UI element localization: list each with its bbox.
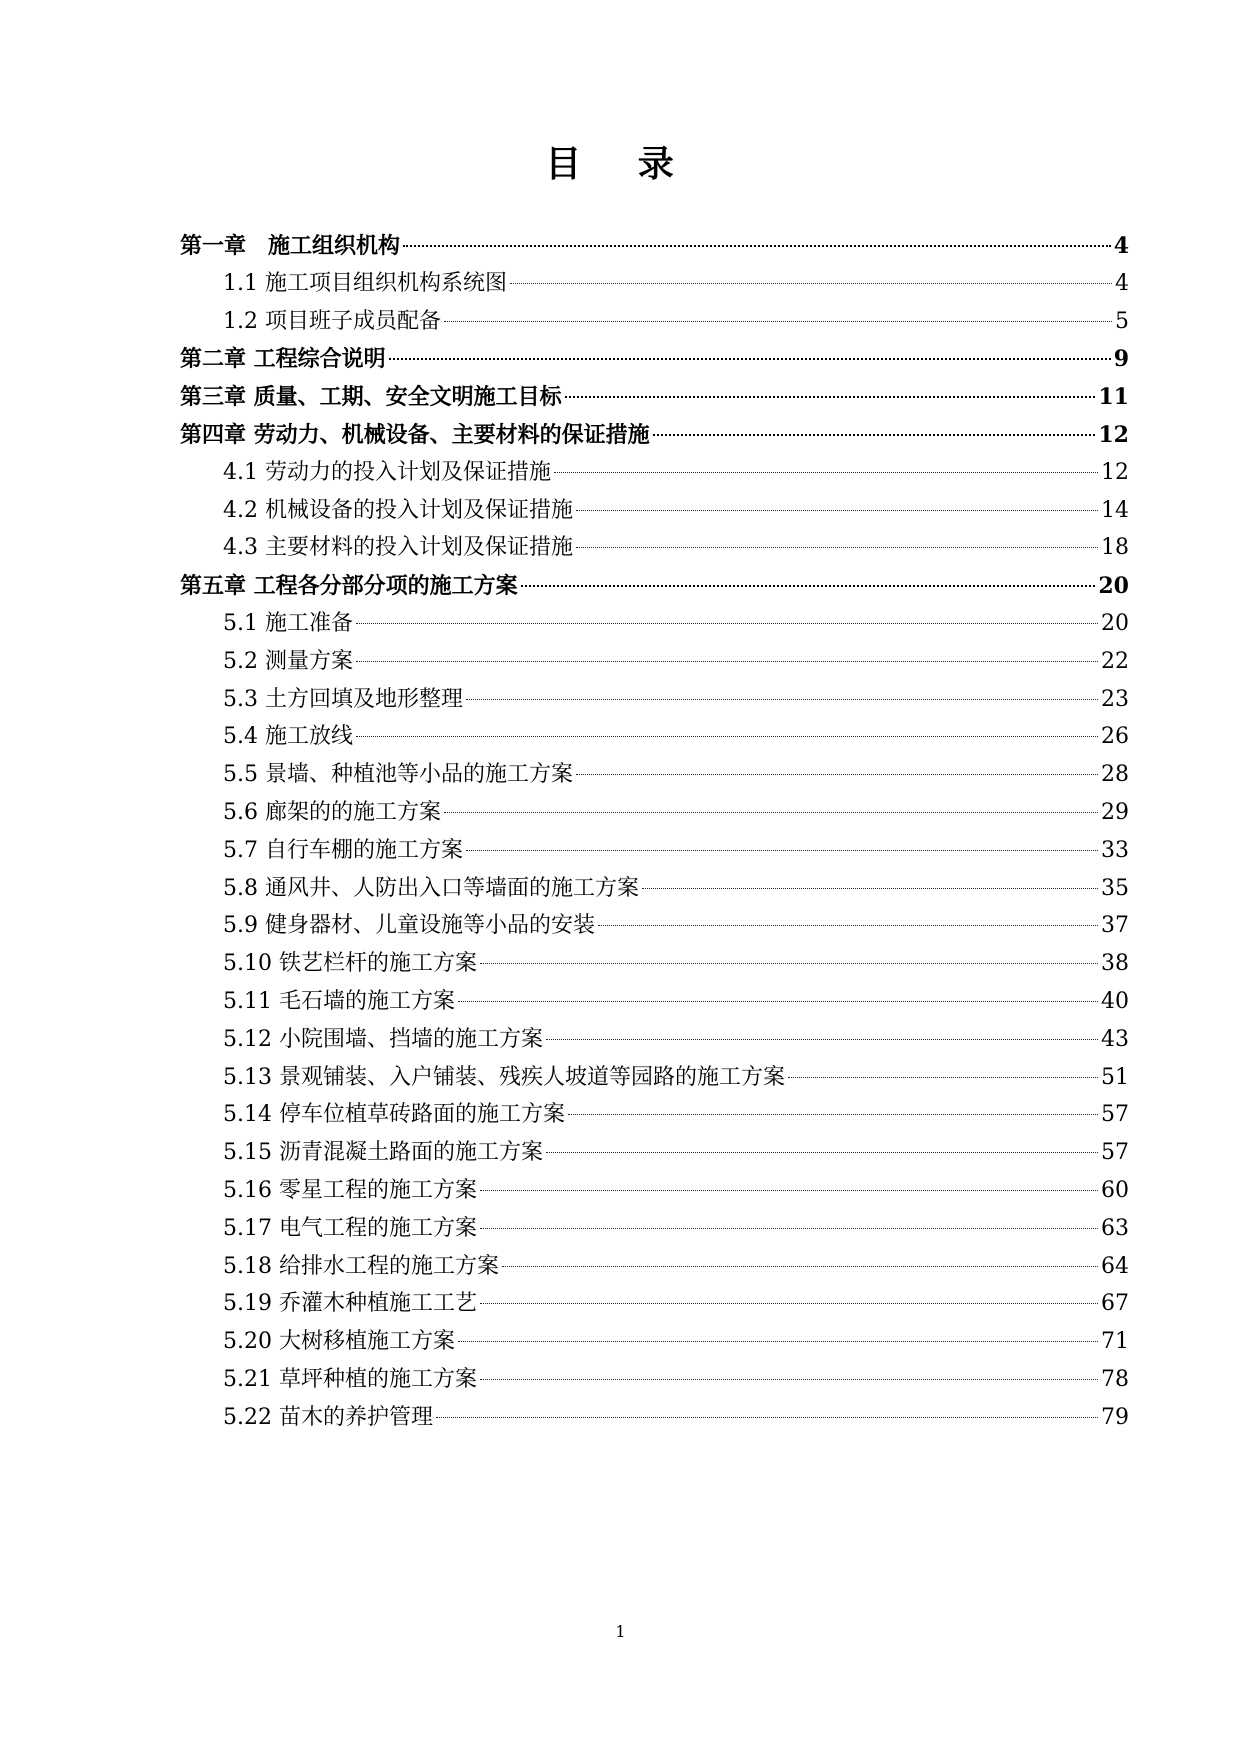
toc-dot-leader: [546, 1039, 1098, 1040]
toc-dot-leader: [653, 434, 1096, 436]
toc-dot-leader: [565, 396, 1096, 398]
toc-entry-page: 23: [1101, 686, 1129, 712]
toc-section-entry[interactable]: [223, 265, 1129, 303]
toc-section-entry[interactable]: [223, 794, 1129, 832]
toc-section-entry[interactable]: [223, 1248, 1129, 1286]
toc-entry-label: 5.22 苗木的养护管理: [223, 1404, 433, 1430]
toc-dot-leader: [480, 1228, 1098, 1229]
toc-entry-page: 43: [1101, 1026, 1129, 1052]
toc-entry-label: 5.20 大树移植施工方案: [223, 1329, 455, 1355]
toc-entry-label: 第三章 质量、工期、安全文明施工目标: [180, 384, 562, 411]
toc-entry-label: 1.2 项目班子成员配备: [223, 308, 441, 334]
toc-entry-label: 1.1 施工项目组织机构系统图: [223, 270, 507, 296]
toc-dot-leader: [480, 963, 1098, 964]
toc-section-entry[interactable]: [223, 605, 1129, 643]
toc-dot-leader: [642, 888, 1098, 889]
toc-entry-page: 18: [1101, 535, 1129, 561]
page-number: 1: [615, 1622, 626, 1641]
toc-entry-page: 4: [1113, 233, 1129, 259]
toc-dot-leader: [521, 585, 1096, 587]
toc-dot-leader: [480, 1379, 1098, 1380]
toc-entry-label: 第四章 劳动力、机械设备、主要材料的保证措施: [180, 422, 650, 448]
toc-entry-label: 5.12 小院围墙、挡墙的施工方案: [223, 1026, 543, 1052]
toc-section-entry[interactable]: [223, 1172, 1129, 1210]
toc-dot-leader: [466, 699, 1098, 700]
toc-entry-label: 5.5 景墙、种植池等小品的施工方案: [223, 762, 573, 788]
toc-section-entry[interactable]: [223, 1059, 1129, 1097]
toc-entry-page: 63: [1101, 1215, 1129, 1241]
toc-dot-leader: [568, 1114, 1098, 1115]
toc-section-entry[interactable]: [223, 492, 1129, 530]
toc-entry-label: 4.1 劳动力的投入计划及保证措施: [223, 459, 551, 485]
toc-dot-leader: [576, 774, 1098, 775]
toc-dot-leader: [576, 510, 1098, 511]
toc-dot-leader: [480, 1190, 1098, 1191]
toc-section-entry[interactable]: [223, 1399, 1129, 1437]
toc-chapter-entry[interactable]: [180, 340, 1129, 378]
toc-chapter-entry[interactable]: [180, 227, 1129, 265]
toc-entry-label: 5.18 给排水工程的施工方案: [223, 1253, 499, 1279]
toc-entry-page: 40: [1101, 989, 1129, 1014]
toc-entry-label: 第二章 工程综合说明: [180, 346, 386, 373]
toc-entry-label: 5.17 电气工程的施工方案: [223, 1215, 477, 1241]
toc-entry-page: 79: [1101, 1404, 1129, 1430]
toc-entry-page: 29: [1101, 800, 1129, 825]
toc-entry-label: 5.19 乔灌木种植施工工艺: [223, 1291, 477, 1317]
toc-entry-label: 5.13 景观铺装、入户铺装、残疾人坡道等园路的施工方案: [223, 1064, 785, 1090]
toc-entry-label: 5.3 土方回填及地形整理: [223, 686, 463, 712]
toc-section-entry[interactable]: [223, 1134, 1129, 1172]
toc-entry-page: 57: [1101, 1140, 1129, 1166]
toc-section-entry[interactable]: [223, 1361, 1129, 1399]
toc-entry-label: 5.15 沥青混凝土路面的施工方案: [223, 1140, 543, 1166]
toc-chapter-entry[interactable]: [180, 416, 1129, 454]
toc-entry-label: 5.11 毛石墙的施工方案: [223, 989, 455, 1014]
toc-dot-leader: [502, 1266, 1098, 1267]
toc-section-entry[interactable]: [223, 983, 1129, 1021]
toc-section-entry[interactable]: [223, 1210, 1129, 1248]
toc-dot-leader: [444, 321, 1112, 322]
toc-entry-label: 第一章 施工组织机构: [180, 233, 401, 259]
toc-dot-leader: [510, 283, 1112, 284]
toc-section-entry[interactable]: [223, 303, 1129, 341]
toc-dot-leader: [444, 812, 1098, 813]
toc-dot-leader: [458, 1341, 1098, 1342]
toc-entry-page: 78: [1101, 1367, 1129, 1392]
toc-dot-leader: [466, 850, 1098, 851]
toc-entry-page: 38: [1101, 951, 1129, 977]
toc-dot-leader: [480, 1303, 1098, 1304]
toc-entry-page: 35: [1101, 875, 1129, 901]
toc-dot-leader: [546, 1152, 1098, 1153]
toc-entry-page: 14: [1101, 497, 1129, 523]
toc-entry-page: 12: [1098, 422, 1129, 448]
toc-entry-label: 5.10 铁艺栏杆的施工方案: [223, 951, 477, 977]
toc-entry-page: 28: [1101, 762, 1129, 788]
toc-dot-leader: [356, 736, 1098, 737]
toc-section-entry[interactable]: [223, 454, 1129, 492]
toc-entry-page: 37: [1101, 913, 1129, 939]
toc-section-entry[interactable]: [223, 832, 1129, 870]
toc-entry-label: 5.21 草坪种植的施工方案: [223, 1367, 477, 1392]
toc-entry-label: 5.8 通风井、人防出入口等墙面的施工方案: [223, 875, 639, 901]
toc-entry-page: 33: [1101, 837, 1129, 863]
toc-entry-page: 64: [1101, 1253, 1129, 1279]
toc-section-entry[interactable]: [223, 1323, 1129, 1361]
toc-entry-label: 5.4 施工放线: [223, 724, 353, 750]
toc-section-entry[interactable]: [223, 1285, 1129, 1323]
toc-entry-page: 20: [1098, 573, 1129, 600]
toc-entry-label: 5.2 测量方案: [223, 648, 353, 674]
toc-dot-leader: [598, 925, 1098, 926]
toc-chapter-entry[interactable]: [180, 378, 1129, 416]
toc-entry-page: 4: [1115, 270, 1129, 296]
toc-entry-label: 5.9 健身器材、儿童设施等小品的安装: [223, 913, 595, 939]
toc-entry-page: 67: [1101, 1291, 1129, 1317]
toc-entry-page: 20: [1101, 611, 1129, 636]
toc-section-entry[interactable]: [223, 870, 1129, 908]
toc-entry-label: 4.3 主要材料的投入计划及保证措施: [223, 535, 573, 561]
toc-entry-page: 5: [1115, 308, 1129, 334]
toc-entry-label: 5.16 零星工程的施工方案: [223, 1178, 477, 1203]
toc-dot-leader: [389, 358, 1111, 360]
toc-entry-page: 12: [1101, 459, 1129, 485]
toc-section-entry[interactable]: [223, 681, 1129, 719]
toc-section-entry[interactable]: [223, 718, 1129, 756]
toc-entry-label: 5.14 停车位植草砖路面的施工方案: [223, 1102, 565, 1128]
toc-dot-leader: [436, 1417, 1098, 1418]
toc-entry-label: 5.6 廊架的的施工方案: [223, 800, 441, 825]
toc-dot-leader: [458, 1001, 1098, 1002]
toc-entry-page: 71: [1101, 1329, 1129, 1355]
toc-entry-label: 5.1 施工准备: [223, 611, 353, 636]
toc-section-entry[interactable]: [223, 756, 1129, 794]
toc-entry-page: 22: [1101, 648, 1129, 674]
toc-dot-leader: [576, 547, 1098, 548]
toc-entry-page: 57: [1101, 1102, 1129, 1128]
toc-dot-leader: [356, 623, 1098, 624]
toc-section-entry[interactable]: [223, 1021, 1129, 1059]
toc-dot-leader: [356, 661, 1098, 662]
toc-section-entry[interactable]: [223, 1096, 1129, 1134]
page-title: 目 录: [545, 143, 696, 185]
toc-section-entry[interactable]: [223, 907, 1129, 945]
toc-entry-page: 51: [1101, 1064, 1129, 1090]
toc-section-entry[interactable]: [223, 643, 1129, 681]
toc-dot-leader: [403, 245, 1111, 247]
toc-dot-leader: [788, 1077, 1098, 1078]
toc-entry-label: 第五章 工程各分部分项的施工方案: [180, 573, 518, 600]
toc-entry-label: 4.2 机械设备的投入计划及保证措施: [223, 497, 573, 523]
toc-entry-page: 9: [1113, 346, 1129, 373]
toc-entry-page: 60: [1101, 1178, 1129, 1203]
toc-entry-label: 5.7 自行车棚的施工方案: [223, 837, 463, 863]
toc-section-entry[interactable]: [223, 529, 1129, 567]
toc-section-entry[interactable]: [223, 945, 1129, 983]
toc-dot-leader: [554, 472, 1098, 473]
toc-entry-page: 26: [1101, 724, 1129, 750]
toc-chapter-entry[interactable]: [180, 567, 1129, 605]
toc-entry-page: 11: [1098, 384, 1129, 411]
